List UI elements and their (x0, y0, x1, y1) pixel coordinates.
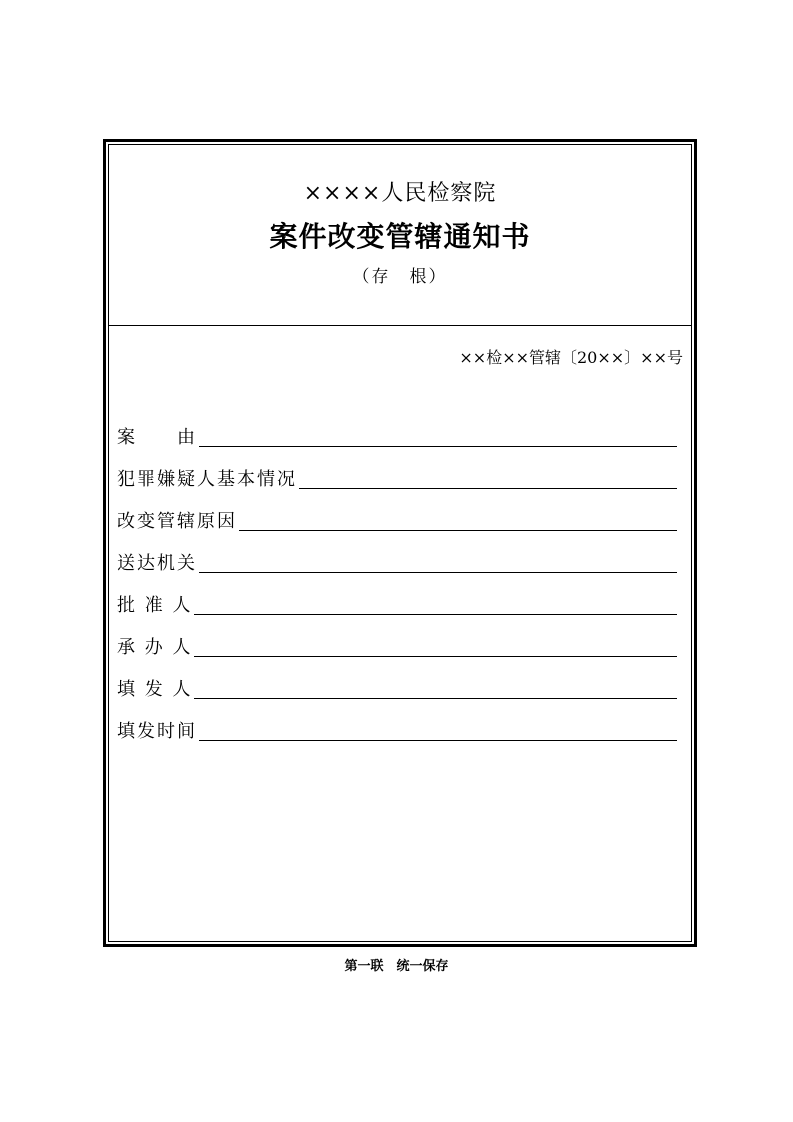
field-row-issue-time (117, 717, 677, 743)
field-label: 送达机关 (117, 553, 197, 574)
form-inner-border (108, 144, 692, 942)
field-label: 承 办 人 (117, 637, 193, 658)
field-input-line[interactable] (199, 554, 677, 573)
field-label: 犯罪嫌疑人基本情况 (117, 469, 297, 490)
field-input-line[interactable] (194, 680, 677, 699)
form-outer-border (103, 139, 697, 947)
field-label: 改变管辖原因 (117, 511, 237, 532)
field-row-approver (117, 591, 677, 617)
field-row-change-reason (117, 507, 677, 533)
document-subtitle: （存 根） (352, 267, 448, 287)
document-title: 案件改变管辖通知书 (269, 220, 531, 253)
document-number: ××检××管辖〔20××〕××号 (459, 348, 683, 367)
field-input-line[interactable] (194, 596, 677, 615)
field-label: 填发时间 (117, 721, 197, 742)
field-row-case-cause (117, 423, 677, 449)
field-row-handler (117, 633, 677, 659)
procuratorate-name: ××××人民检察院 (303, 181, 497, 206)
field-label: 案 由 (117, 427, 197, 448)
form-header (109, 145, 691, 326)
field-input-line[interactable] (199, 722, 677, 741)
field-label: 填 发 人 (117, 679, 193, 700)
field-input-line[interactable] (199, 428, 677, 447)
copy-note: 第一联 统一保存 (344, 959, 449, 974)
field-row-suspect-info (117, 465, 677, 491)
field-input-line[interactable] (239, 512, 677, 531)
field-row-issuer (117, 675, 677, 701)
field-row-receiving-agency (117, 549, 677, 575)
field-input-line[interactable] (299, 470, 677, 489)
field-label: 批 准 人 (117, 595, 193, 616)
field-input-line[interactable] (194, 638, 677, 657)
